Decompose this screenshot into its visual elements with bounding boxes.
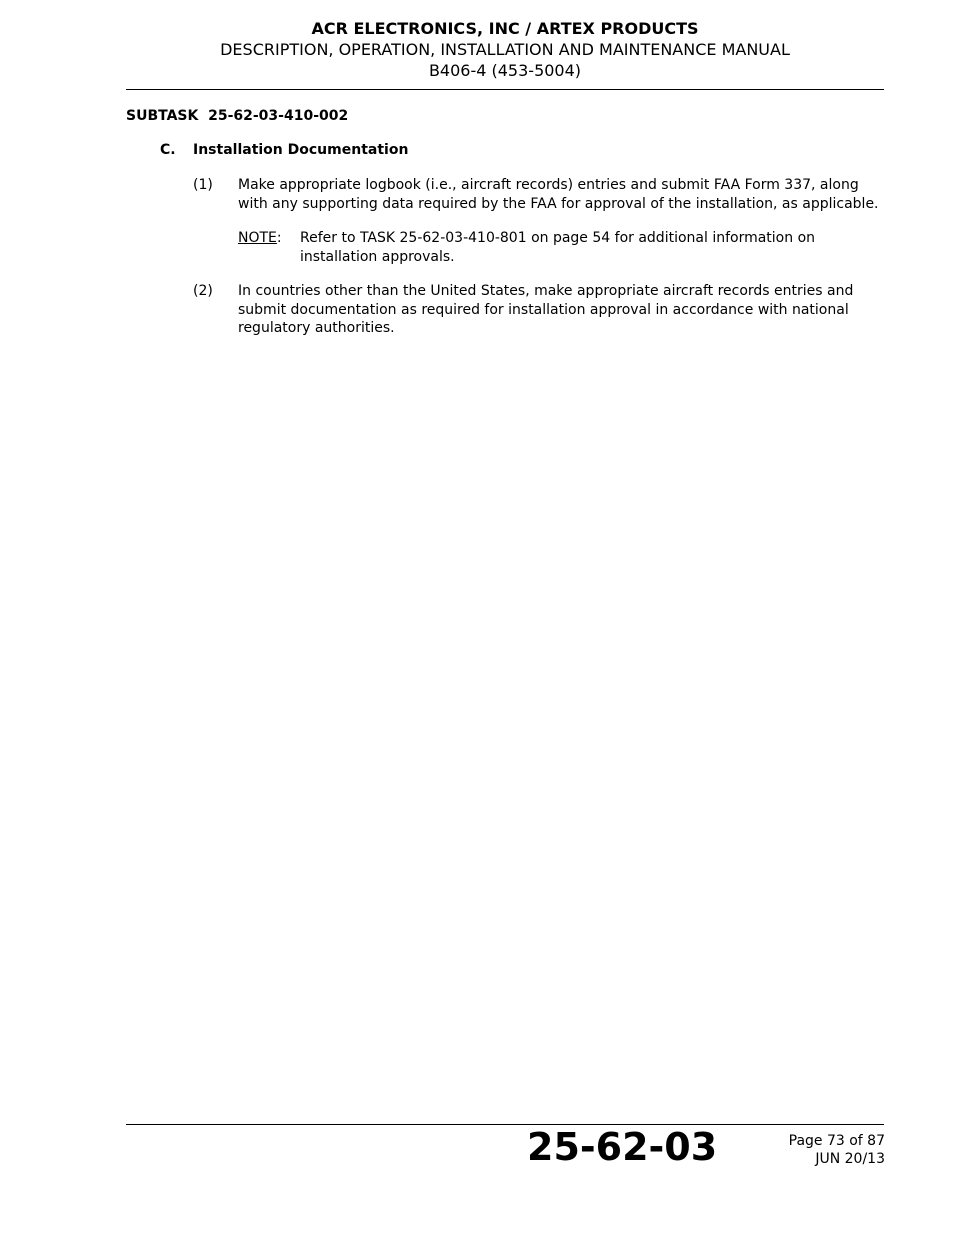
chapter-code: 25-62-03 <box>527 1125 718 1169</box>
page-number: Page 73 of 87 <box>788 1133 885 1149</box>
item-number: (2) <box>193 283 213 299</box>
company-name: ACR ELECTRONICS, INC / ARTEX PRODUCTS <box>311 19 699 38</box>
note-text: Refer to TASK 25-62-03-410-801 on page 54 for additional information on installation approvals. <box>300 230 816 265</box>
list-item <box>193 282 885 338</box>
note-label-colon: : <box>276 230 282 246</box>
item-text: In countries other than the United States, make appropriate aircraft records entries and submit documentation as required for installation approval in accordance with national regulatory authorities. <box>238 283 854 336</box>
note-block <box>238 229 885 266</box>
item-text: Make appropriate logbook (i.e., aircraft records) entries and submit FAA Form 337, along with any supporting data required by the FAA for approval of the installation, as applicable. <box>238 177 879 212</box>
section-title: Installation Documentation <box>193 142 409 158</box>
note-label <box>238 229 282 248</box>
note-label-text: NOTE <box>238 230 277 246</box>
list-item <box>193 176 885 213</box>
revision-date: JUN 20/13 <box>815 1151 885 1167</box>
section-heading <box>160 141 408 159</box>
page-header <box>126 18 884 81</box>
page-info <box>740 1132 885 1168</box>
header-divider <box>126 89 884 90</box>
subtask-heading: SUBTASK 25-62-03-410-002 <box>126 108 349 124</box>
manual-title: DESCRIPTION, OPERATION, INSTALLATION AND MAINTENANCE MANUAL <box>220 40 790 59</box>
model-number: B406-4 (453-5004) <box>428 61 582 80</box>
item-number: (1) <box>193 177 213 193</box>
section-letter: C. <box>160 142 176 158</box>
footer-divider <box>126 1124 884 1125</box>
